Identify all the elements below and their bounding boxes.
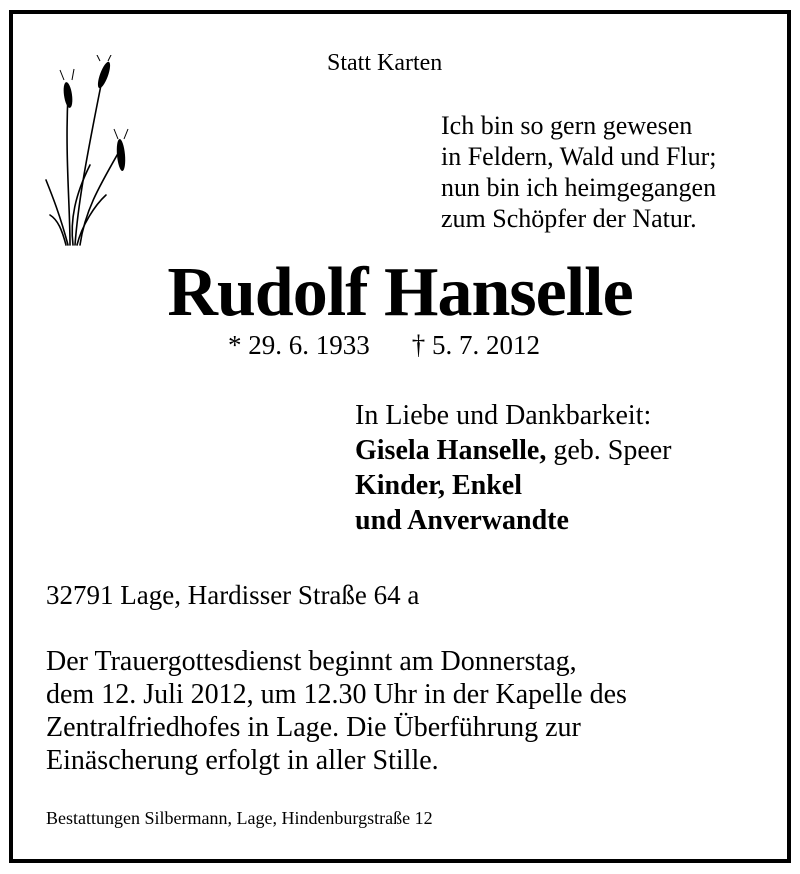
poem-line: in Feldern, Wald und Flur;: [441, 142, 717, 171]
header-statt-karten: Statt Karten: [327, 50, 443, 76]
wheat-ears-icon: [40, 55, 140, 250]
mourners-relatives: und Anverwandte: [355, 505, 569, 536]
spouse-name: Gisela Hanselle,: [355, 435, 547, 466]
mourners-children: Kinder, Enkel: [355, 470, 523, 501]
birth-date: * 29. 6. 1933: [228, 330, 370, 360]
mourners-spouse: [355, 433, 672, 468]
address: 32791 Lage, Hardisser Straße 64 a: [46, 580, 420, 610]
service-line: Einäscherung erfolgt in aller Stille.: [46, 745, 439, 776]
spouse-maiden-name: geb. Speer: [546, 435, 672, 466]
life-dates: [228, 330, 540, 361]
service-info: [46, 645, 627, 777]
death-date: † 5. 7. 2012: [411, 330, 540, 360]
service-line: Der Trauergottesdienst beginnt am Donnerstag,: [46, 646, 577, 677]
mourners: [355, 398, 672, 538]
poem-line: nun bin ich heimgegangen: [441, 173, 717, 202]
service-line: dem 12. Juli 2012, um 12.30 Uhr in der Kapelle des: [46, 679, 627, 710]
poem: [441, 110, 716, 234]
poem-line: Ich bin so gern gewesen: [441, 111, 693, 140]
service-line: Zentralfriedhofes in Lage. Die Überführung zur: [46, 712, 581, 743]
funeral-home: Bestattungen Silbermann, Lage, Hindenburgstraße 12: [46, 808, 433, 828]
deceased-name: Rudolf Hanselle: [167, 254, 633, 331]
poem-line: zum Schöpfer der Natur.: [441, 204, 697, 233]
mourners-intro: In Liebe und Dankbarkeit:: [355, 400, 652, 431]
